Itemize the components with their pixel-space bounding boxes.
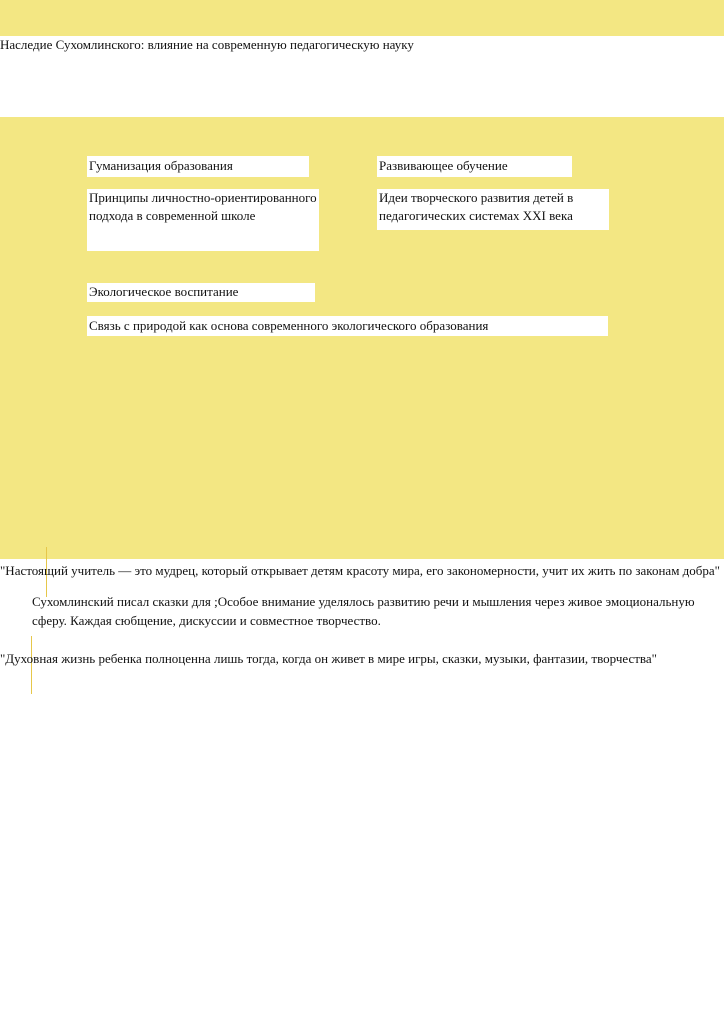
box-humanization-heading: Гуманизация образования <box>87 156 309 177</box>
quote-spiritual-life: "Духовная жизнь ребенка полноценна лишь тогда, когда он живет в мире игры, сказки, музыки, фантазии, творчества" <box>0 651 657 666</box>
body-paragraph: Сухомлинский писал сказки для ;Особое внимание уделялось развитию речи и мышления через живое эмоциональную сферу. Каждая сюбщение, дискуссии и совместное творчество. <box>32 594 695 628</box>
main-yellow-panel <box>0 117 724 559</box>
box-nature-link: Связь с природой как основа современного экологического образования <box>87 316 608 336</box>
quote-teacher: "Настоящий учитель — это мудрец, который открывает детям красоту мира, его закономерности, учит их жить по законам добра" <box>0 563 720 578</box>
box-personal-approach: Принципы личностно-ориентированного подхода в современной школе <box>87 189 319 251</box>
box-ecological-heading: Экологическое воспитание <box>87 283 315 302</box>
top-yellow-band <box>0 0 724 36</box>
page-title: Наследие Сухомлинского: влияние на современную педагогическую науку <box>0 37 414 52</box>
box-creative-ideas: Идеи творческого развития детей в педагогических системах XXI века <box>377 189 609 230</box>
box-developing-heading: Развивающее обучение <box>377 156 572 177</box>
